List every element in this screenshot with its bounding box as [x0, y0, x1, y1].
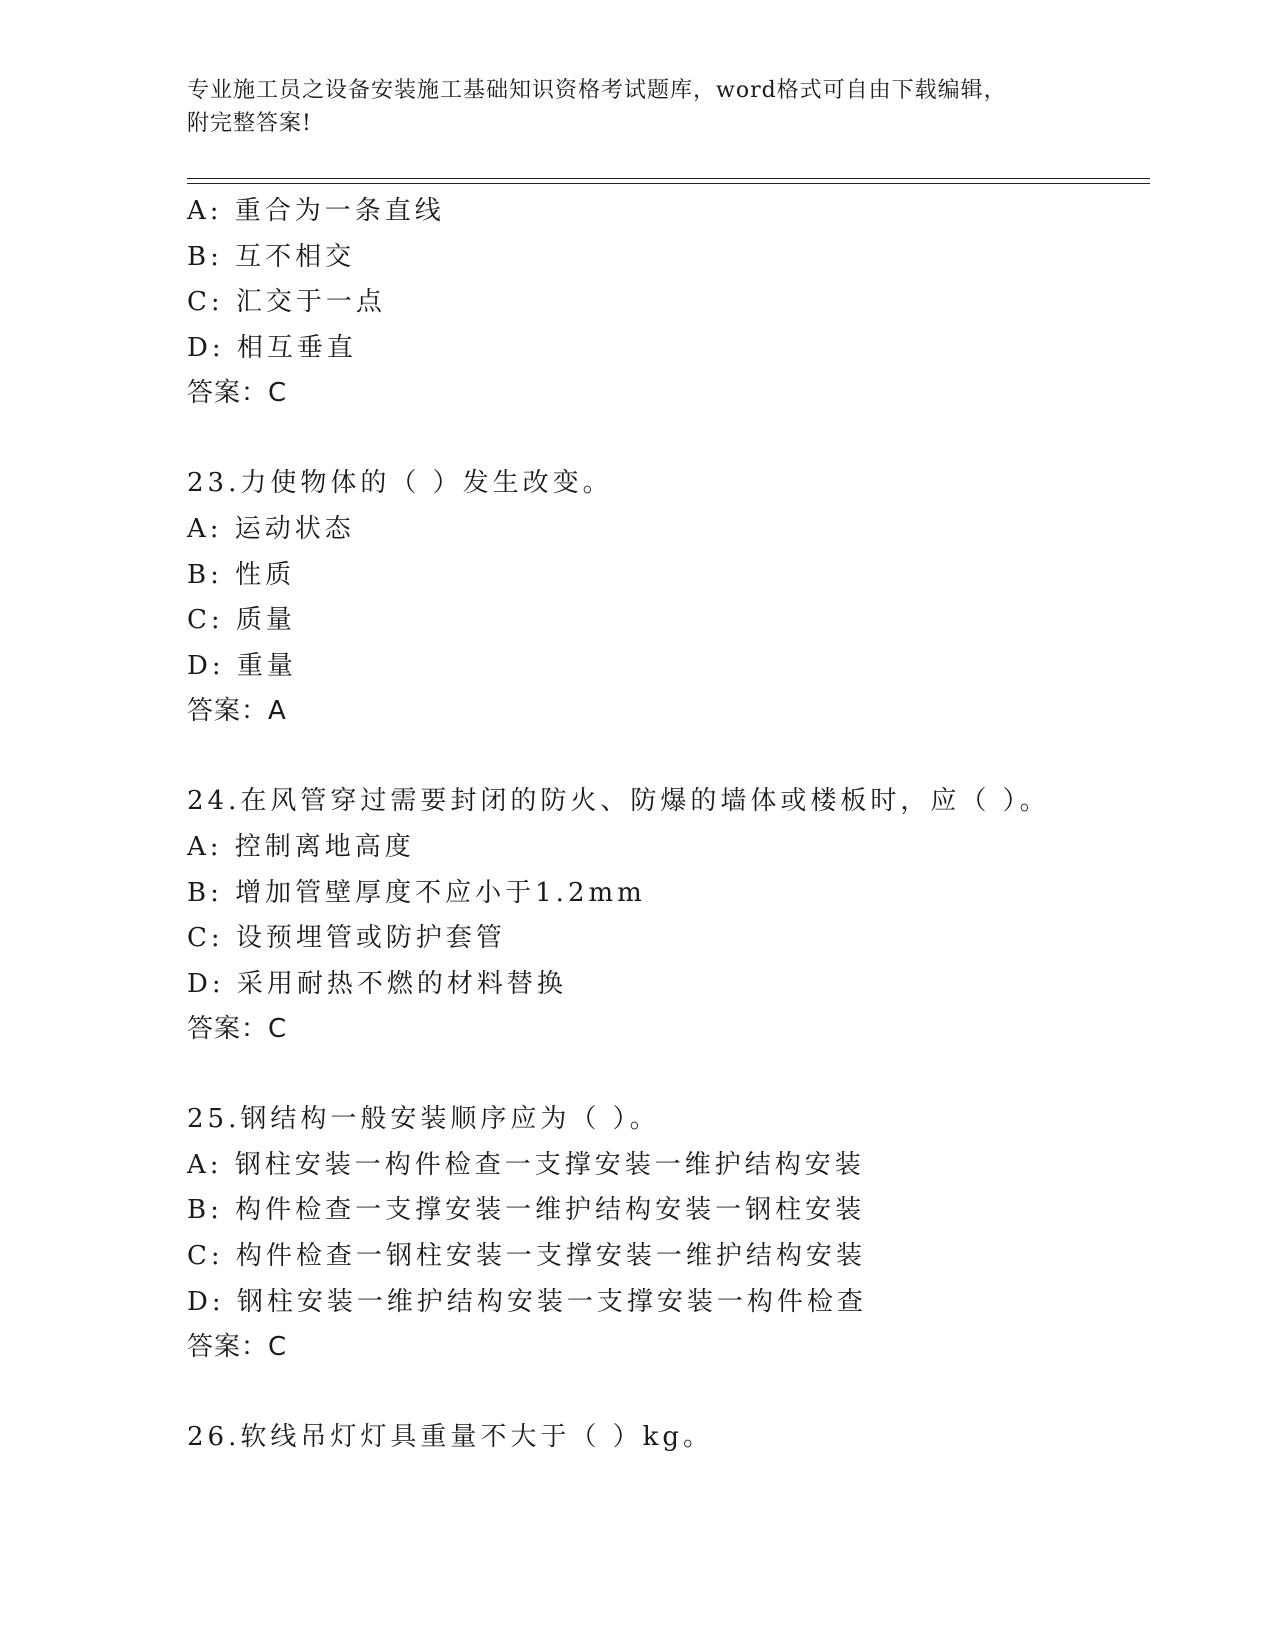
question-block-25	[187, 1097, 1150, 1371]
option-d: D: 采用耐热不燃的材料替换	[187, 968, 567, 999]
option-d: D: 钢柱安装一维护结构安装一支撑安装一构件检查	[187, 1286, 867, 1317]
option-c: C: 质量	[187, 605, 296, 636]
option-b: B: 增加管壁厚度不应小于1.2mm	[187, 877, 646, 908]
question-block-24	[187, 779, 1150, 1053]
question-block-23	[187, 461, 1150, 735]
answer: 答案：C	[187, 1014, 288, 1045]
answer: 答案：A	[187, 696, 287, 727]
answer: 答案：C	[187, 1332, 288, 1363]
option-c: C: 构件检查一钢柱安装一支撑安装一维护结构安装	[187, 1241, 866, 1272]
question-list	[187, 189, 1150, 1461]
option-a: A: 重合为一条直线	[187, 196, 445, 226]
option-b: B: 性质	[187, 559, 296, 590]
answer: 答案：C	[187, 378, 288, 409]
option-c: C: 设预埋管或防护套管	[187, 923, 506, 954]
question-block-prev	[187, 189, 1150, 417]
question-text: 25.钢结构一般安装顺序应为（ ）。	[187, 1104, 660, 1135]
option-a: A: 控制离地高度	[187, 831, 415, 862]
header-line-2: 附完整答案!	[187, 111, 312, 136]
question-block-26	[187, 1415, 1150, 1461]
option-a: A: 运动状态	[187, 513, 355, 544]
document-header	[187, 74, 1087, 140]
spacer	[187, 1053, 1150, 1097]
question-text: 26.软线吊灯灯具重量不大于（ ）kg。	[187, 1422, 714, 1453]
option-a: A: 钢柱安装一构件检查一支撑安装一维护结构安装	[187, 1149, 865, 1180]
spacer	[187, 1371, 1150, 1415]
spacer	[187, 417, 1150, 461]
header-divider-top	[187, 178, 1150, 179]
option-b: B: 互不相交	[187, 241, 356, 272]
option-c: C: 汇交于一点	[187, 287, 386, 318]
header-line-1: 专业施工员之设备安装施工基础知识资格考试题库，word格式可自由下载编辑，	[187, 78, 1007, 103]
option-d: D: 相互垂直	[187, 332, 357, 363]
spacer	[187, 735, 1150, 779]
header-divider-bottom	[187, 183, 1150, 184]
option-d: D: 重量	[187, 650, 297, 681]
option-b: B: 构件检查一支撑安装一维护结构安装一钢柱安装	[187, 1195, 866, 1226]
question-text: 24.在风管穿过需要封闭的防火、防爆的墙体或楼板时，应（ ）。	[187, 786, 1050, 817]
question-text: 23.力使物体的（ ）发生改变。	[187, 468, 613, 499]
